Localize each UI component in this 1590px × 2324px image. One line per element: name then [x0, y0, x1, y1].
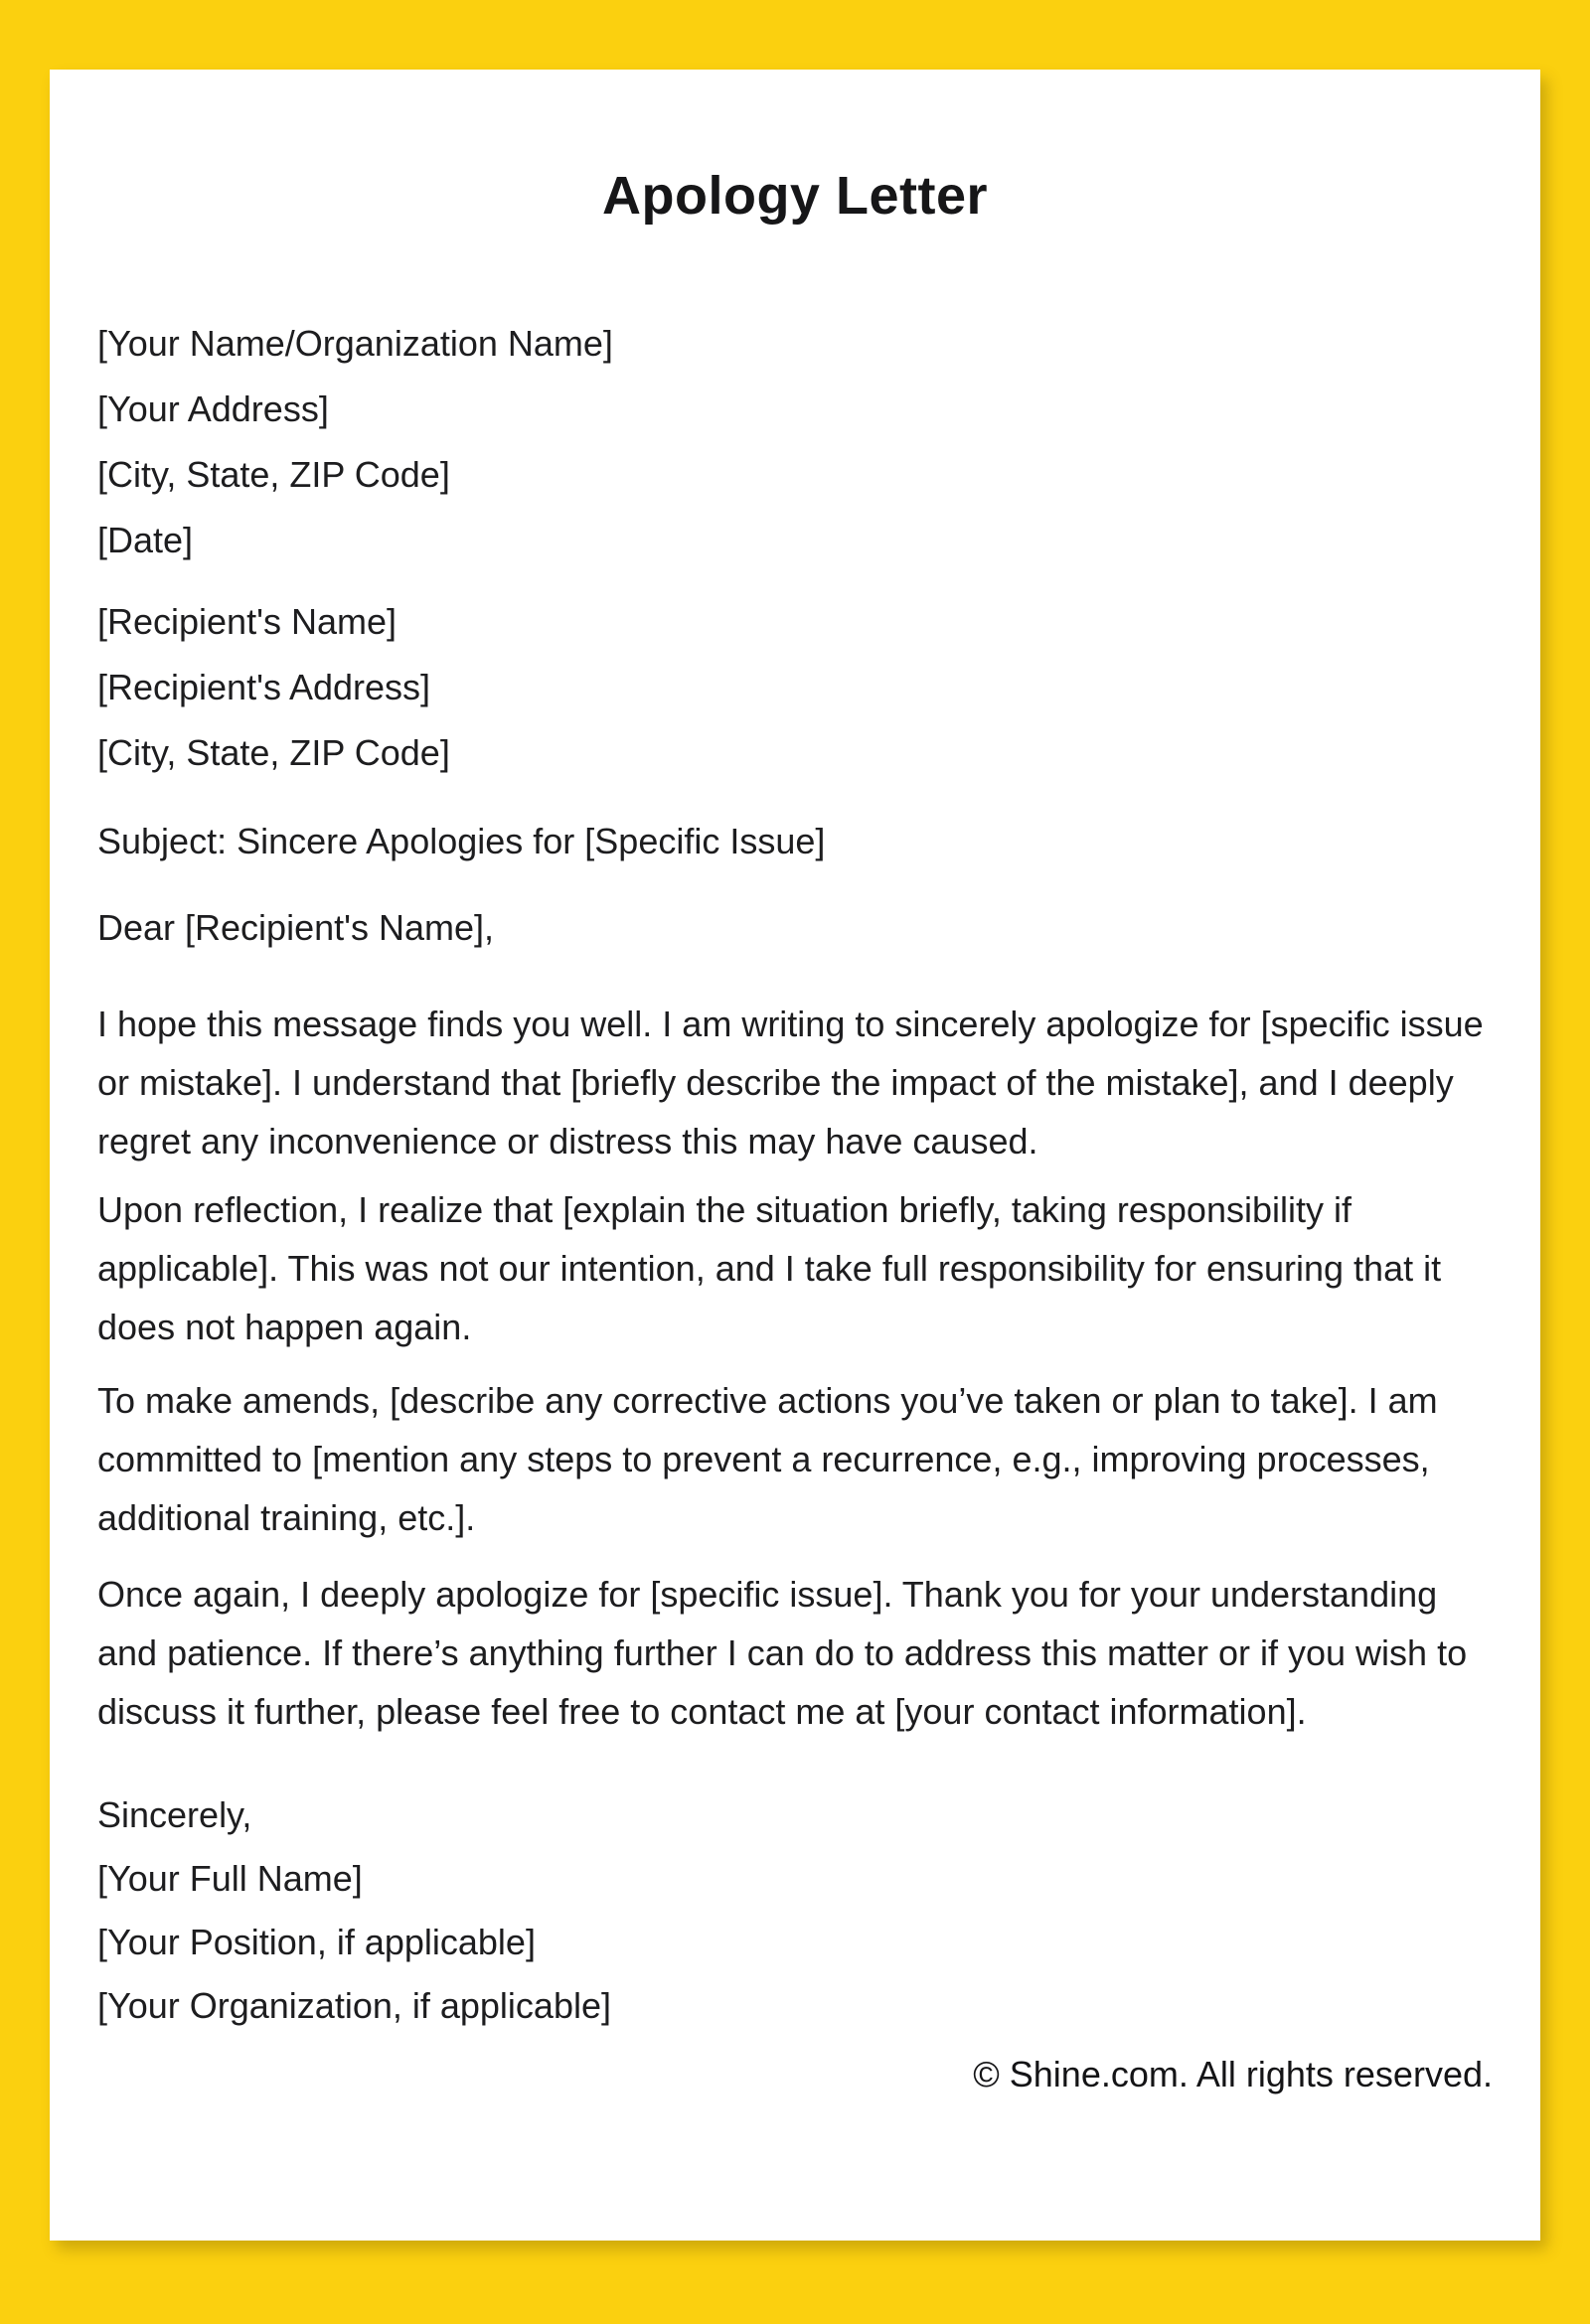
body-paragraph-2: Upon reflection, I realize that [explain the situation briefly, taking responsibility if applicable]. This was not our intention, and I take full responsibility for ensuring that it does not happen again.	[97, 1189, 1442, 1347]
signature-name-line: [Your Full Name]	[97, 1858, 363, 1899]
body-paragraph-1: I hope this message finds you well. I am writing to sincerely apologize for [specific issue or mistake]. I understand that [briefly describe the impact of the mistake], and I deeply regret any inconvenience or distress this may have caused.	[97, 1004, 1484, 1162]
sender-address-block	[97, 311, 1493, 573]
page-title: Apology Letter	[601, 166, 988, 226]
recipient-address-line: [Recipient's Address]	[97, 667, 431, 707]
subject-line: Subject: Sincere Apologies for [Specific Issue]	[97, 821, 826, 861]
signature-block	[97, 1783, 1493, 2038]
body-paragraph-4: Once again, I deeply apologize for [specific issue]. Thank you for your understanding and patience. If there’s anything further I can do to address this matter or if you wish to discuss it further, please feel free to contact me at [your contact information].	[97, 1574, 1468, 1732]
body-paragraph-3: To make amends, [describe any corrective actions you’ve taken or plan to take]. I am committed to [mention any steps to prevent a recurrence, e.g., improving processes, additional training, etc.].	[97, 1380, 1438, 1538]
copyright-notice: © Shine.com. All rights reserved.	[973, 2054, 1493, 2094]
sender-address-line: [Your Address]	[97, 388, 329, 429]
recipient-city-line: [City, State, ZIP Code]	[97, 732, 450, 773]
date-line: [Date]	[97, 520, 194, 560]
greeting-line: Dear [Recipient's Name],	[97, 907, 495, 948]
signature-position-line: [Your Position, if applicable]	[97, 1922, 536, 1962]
sender-name-line: [Your Name/Organization Name]	[97, 323, 613, 364]
recipient-name-line: [Recipient's Name]	[97, 601, 397, 642]
closing-line: Sincerely,	[97, 1794, 252, 1835]
signature-organization-line: [Your Organization, if applicable]	[97, 1985, 611, 2026]
sender-city-line: [City, State, ZIP Code]	[97, 454, 450, 495]
recipient-address-block	[97, 589, 1493, 786]
letter-document-card	[50, 70, 1540, 2241]
